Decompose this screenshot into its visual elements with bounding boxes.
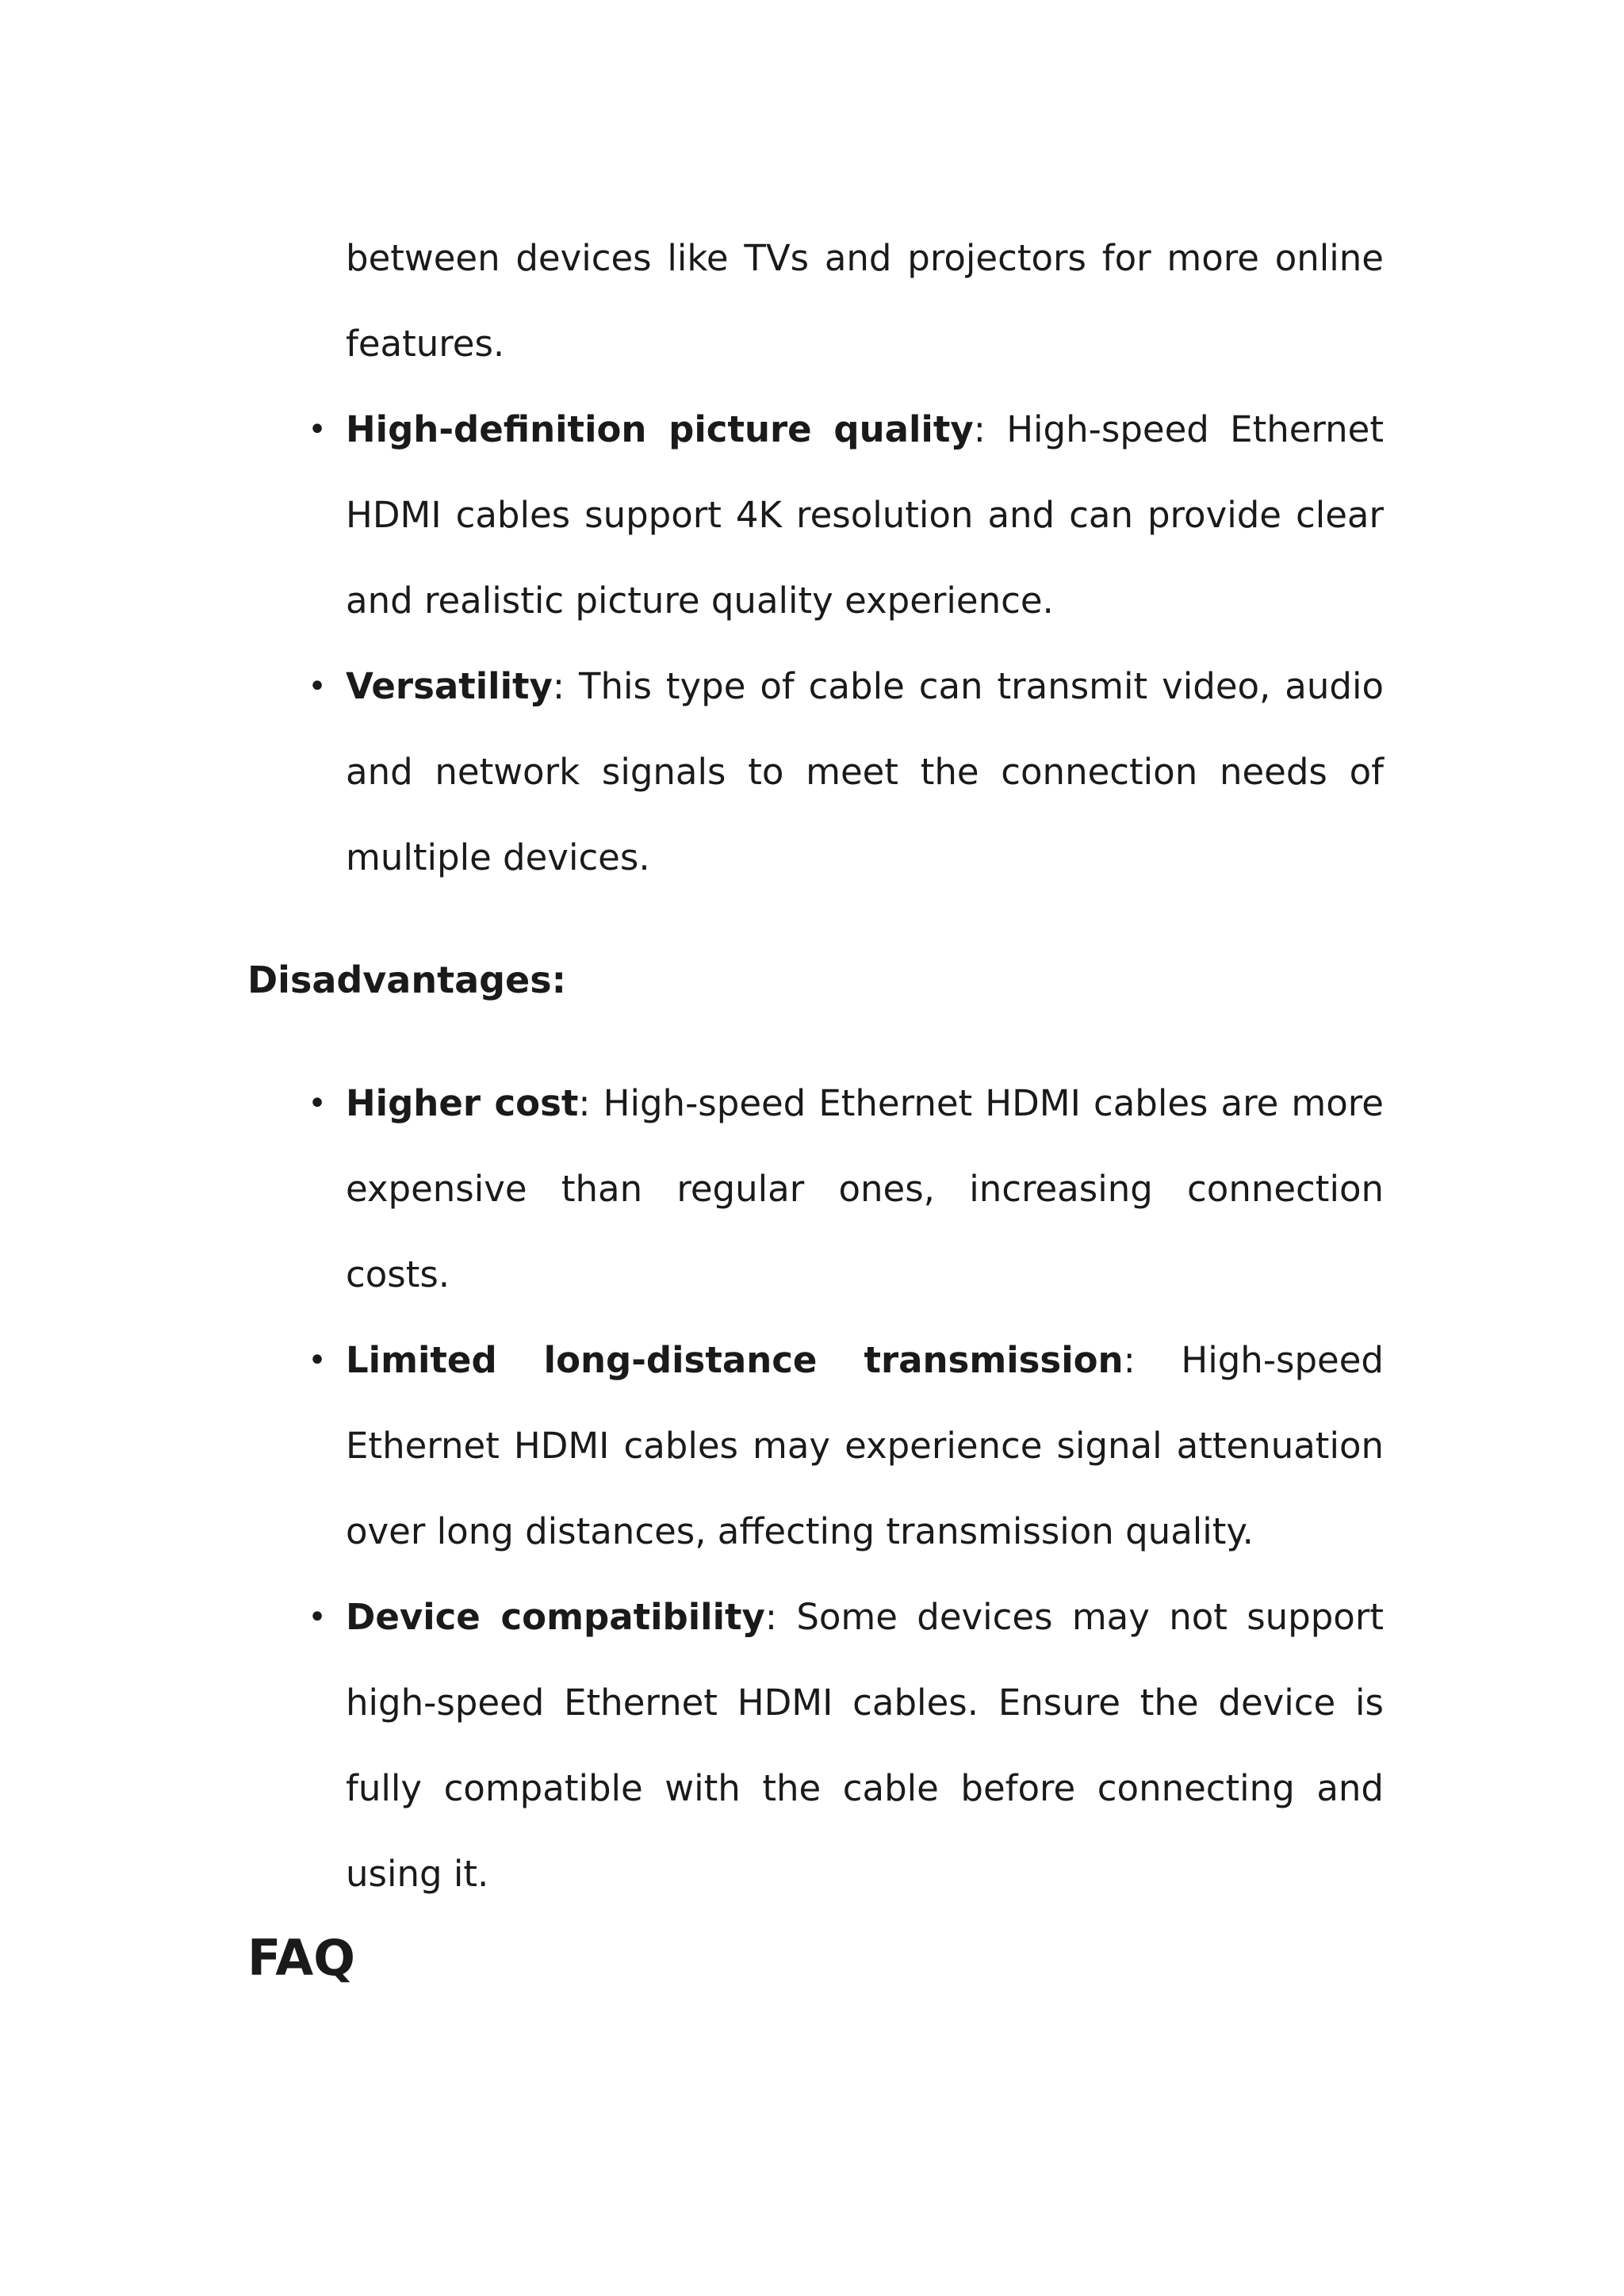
bullet-icon: •	[308, 411, 327, 448]
list-item-high-definition	[289, 387, 1384, 644]
list-item-device-compatibility	[289, 1575, 1384, 1917]
item-description: : Some devices may not support high-speed Ethernet HDMI cables. Ensure the device is fully compatible with the cable before connecting and using it.	[346, 1596, 1384, 1895]
faq-heading: FAQ	[247, 1929, 355, 1987]
item-term: Device compatibility	[346, 1596, 765, 1638]
bullet-icon: •	[308, 1085, 327, 1122]
list-item-limited-distance	[289, 1318, 1384, 1575]
item-description: : High-speed Ethernet HDMI cables are more expensive than regular ones, increasing connection costs.	[346, 1082, 1384, 1295]
item-term: Limited long-distance transmission	[346, 1339, 1124, 1381]
item-description: : This type of cable can transmit video, audio and network signals to meet the connection needs of multiple devices.	[346, 665, 1384, 878]
item-term: Higher cost	[346, 1082, 579, 1124]
list-item-versatility	[289, 644, 1384, 901]
continuation-text: between devices like TVs and projectors for more online features.	[346, 237, 1384, 365]
bullet-icon: •	[308, 1342, 327, 1379]
item-term: High-definition picture quality	[346, 408, 974, 450]
advantages-list	[289, 216, 1384, 901]
disadvantages-heading: Disadvantages:	[247, 959, 567, 1001]
list-item-higher-cost	[289, 1061, 1384, 1318]
item-description: : High-speed Ethernet HDMI cables may experience signal attenuation over long distances, affecting transmission quality.	[346, 1339, 1384, 1552]
list-item-continuation	[289, 216, 1384, 387]
item-description: : High-speed Ethernet HDMI cables support 4K resolution and can provide clear and realistic picture quality experience.	[346, 408, 1384, 622]
bullet-icon: •	[308, 668, 327, 705]
bullet-icon: •	[308, 1599, 327, 1636]
disadvantages-list	[289, 1061, 1384, 1917]
item-term: Versatility	[346, 665, 553, 707]
